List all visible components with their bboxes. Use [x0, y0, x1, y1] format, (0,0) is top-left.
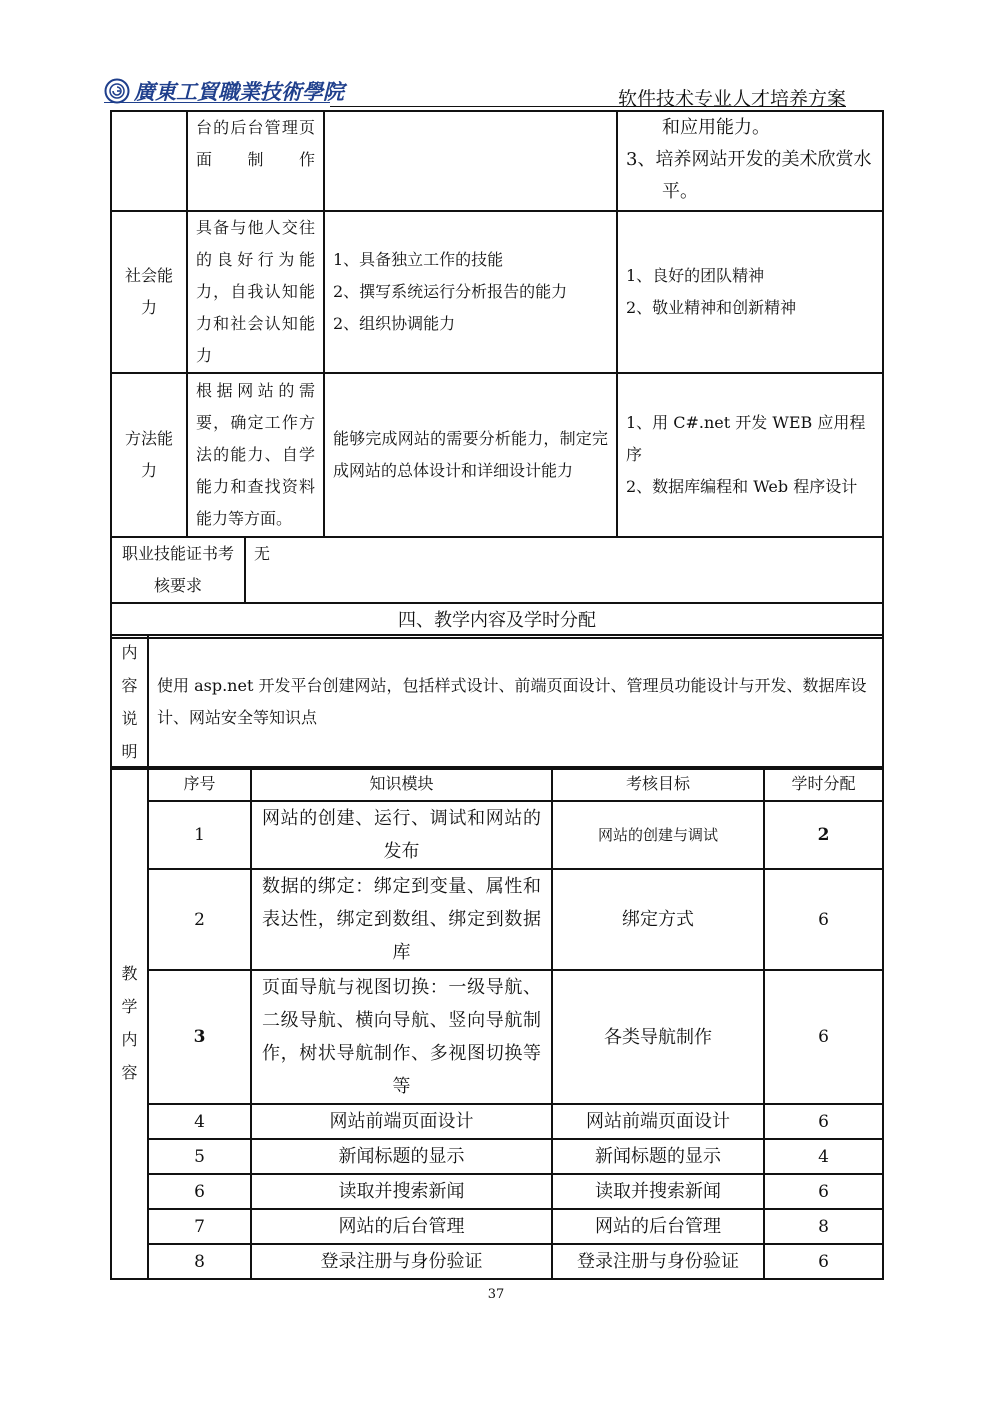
hours-cell: 2: [764, 801, 883, 869]
row-label: 方法能力: [111, 373, 187, 537]
hours-cell: 6: [764, 1244, 883, 1279]
teaching-content-table: [110, 766, 884, 1280]
row-number: 8: [148, 1244, 251, 1279]
row-number: 7: [148, 1209, 251, 1244]
goal-cell: 网站的后台管理: [552, 1209, 764, 1244]
hours-cell: 6: [764, 1104, 883, 1139]
table-row: [111, 1174, 883, 1209]
module-cell: 网站前端页面设计: [251, 1104, 552, 1139]
goal-cell: 读取并搜索新闻: [552, 1174, 764, 1209]
content-cell: 根据网站的需要，确定工作方法的能力、自学能力和查找资料能力等方面。: [187, 373, 324, 537]
header-rule-blue: [104, 102, 330, 103]
row-number: 4: [148, 1104, 251, 1139]
row-number: 5: [148, 1139, 251, 1174]
cert-value: 无: [245, 537, 883, 603]
row-number: 2: [148, 869, 251, 970]
goal-cell: 绑定方式: [552, 869, 764, 970]
page-header: [104, 74, 846, 108]
column-header: 序号: [148, 767, 251, 801]
table-row: [111, 603, 883, 638]
goals-cell: [617, 211, 883, 373]
table-row: [111, 1244, 883, 1279]
school-logo-icon: [104, 78, 130, 104]
cert-label: 职业技能证书考核要求: [111, 537, 245, 603]
skill-line: 2、撰写系统运行分析报告的能力: [333, 282, 568, 301]
row-label: 社会能力: [111, 211, 187, 373]
skill-line: 2、组织协调能力: [333, 314, 456, 333]
desc-label: 内 容 说 明: [111, 635, 148, 769]
row-number: 6: [148, 1174, 251, 1209]
goal-cell: 网站前端页面设计: [552, 1104, 764, 1139]
goal-cell: 各类导航制作: [552, 970, 764, 1104]
module-cell: 新闻标题的显示: [251, 1139, 552, 1174]
goal-line: 2、数据库编程和 Web 程序设计: [626, 477, 858, 496]
table-row: [111, 1104, 883, 1139]
goal-cell: 网站的创建与调试: [552, 801, 764, 869]
desc-text: 使用 asp.net 开发平台创建网站，包括样式设计、前端页面设计、管理员功能设计与开发、数据库设计、网站安全等知识点: [148, 635, 883, 769]
skill-line: 1、具备独立工作的技能: [333, 250, 504, 269]
table-row: [111, 1209, 883, 1244]
empty-cell: [324, 111, 617, 211]
table-row: [111, 801, 883, 869]
goal-line: 3、培养网站开发的美术欣赏水平。: [626, 149, 872, 202]
hours-cell: 6: [764, 1174, 883, 1209]
table-row: [111, 869, 883, 970]
section-title: 四、教学内容及学时分配: [111, 603, 883, 638]
content-cell: 具备与他人交往的良好行为能力，自我认知能力和社会认知能力: [187, 211, 324, 373]
table-row: [111, 1139, 883, 1174]
school-name: 廣東工貿職業技術學院: [134, 79, 344, 104]
goal-cell: 登录注册与身份验证: [552, 1244, 764, 1279]
side-label: 教 学 内 容: [111, 767, 148, 1279]
goal-line: 2、敬业精神和创新精神: [626, 298, 797, 317]
module-cell: 网站的创建、运行、调试和网站的发布: [251, 801, 552, 869]
column-header: 考核目标: [552, 767, 764, 801]
table-row: [111, 111, 883, 211]
goal-line: 1、用 C#.net 开发 WEB 应用程序: [626, 413, 866, 464]
document-title: 软件技术专业人才培养方案: [617, 88, 846, 110]
description-table: [110, 634, 884, 770]
table-row: [111, 211, 883, 373]
module-cell: 登录注册与身份验证: [251, 1244, 552, 1279]
skills-cell: [324, 211, 617, 373]
hours-cell: 4: [764, 1139, 883, 1174]
column-header: 知识模块: [251, 767, 552, 801]
table-row: [111, 537, 883, 603]
hours-cell: 6: [764, 970, 883, 1104]
row-number: 1: [148, 801, 251, 869]
header-row: [111, 767, 883, 801]
content-cell: 台的后台管理页面制作: [187, 111, 324, 211]
cert-section-table: [110, 536, 884, 639]
hours-cell: 8: [764, 1209, 883, 1244]
goal-line: 1、良好的团队精神: [626, 266, 765, 285]
table-row: [111, 970, 883, 1104]
header-rule: [330, 106, 846, 107]
module-cell: 网站的后台管理: [251, 1209, 552, 1244]
module-cell: 数据的绑定：绑定到变量、属性和表达性，绑定到数组、绑定到数据库: [251, 869, 552, 970]
module-cell: 读取并搜索新闻: [251, 1174, 552, 1209]
goal-line: 和应用能力。: [662, 117, 770, 138]
column-header: 学时分配: [764, 767, 883, 801]
page-number: 37: [487, 1287, 505, 1302]
empty-cell: [111, 111, 187, 211]
goal-cell: 新闻标题的显示: [552, 1139, 764, 1174]
table-row: [111, 635, 883, 769]
hours-cell: 6: [764, 869, 883, 970]
goals-cell: [617, 373, 883, 537]
table-row: [111, 373, 883, 537]
row-number: 3: [148, 970, 251, 1104]
skills-cell: 能够完成网站的需要分析能力，制定完成网站的总体设计和详细设计能力: [324, 373, 617, 537]
ability-table: [110, 110, 884, 538]
module-cell: 页面导航与视图切换：一级导航、二级导航、横向导航、竖向导航制作，树状导航制作、多视图切换等等: [251, 970, 552, 1104]
goals-cell: [617, 111, 883, 211]
